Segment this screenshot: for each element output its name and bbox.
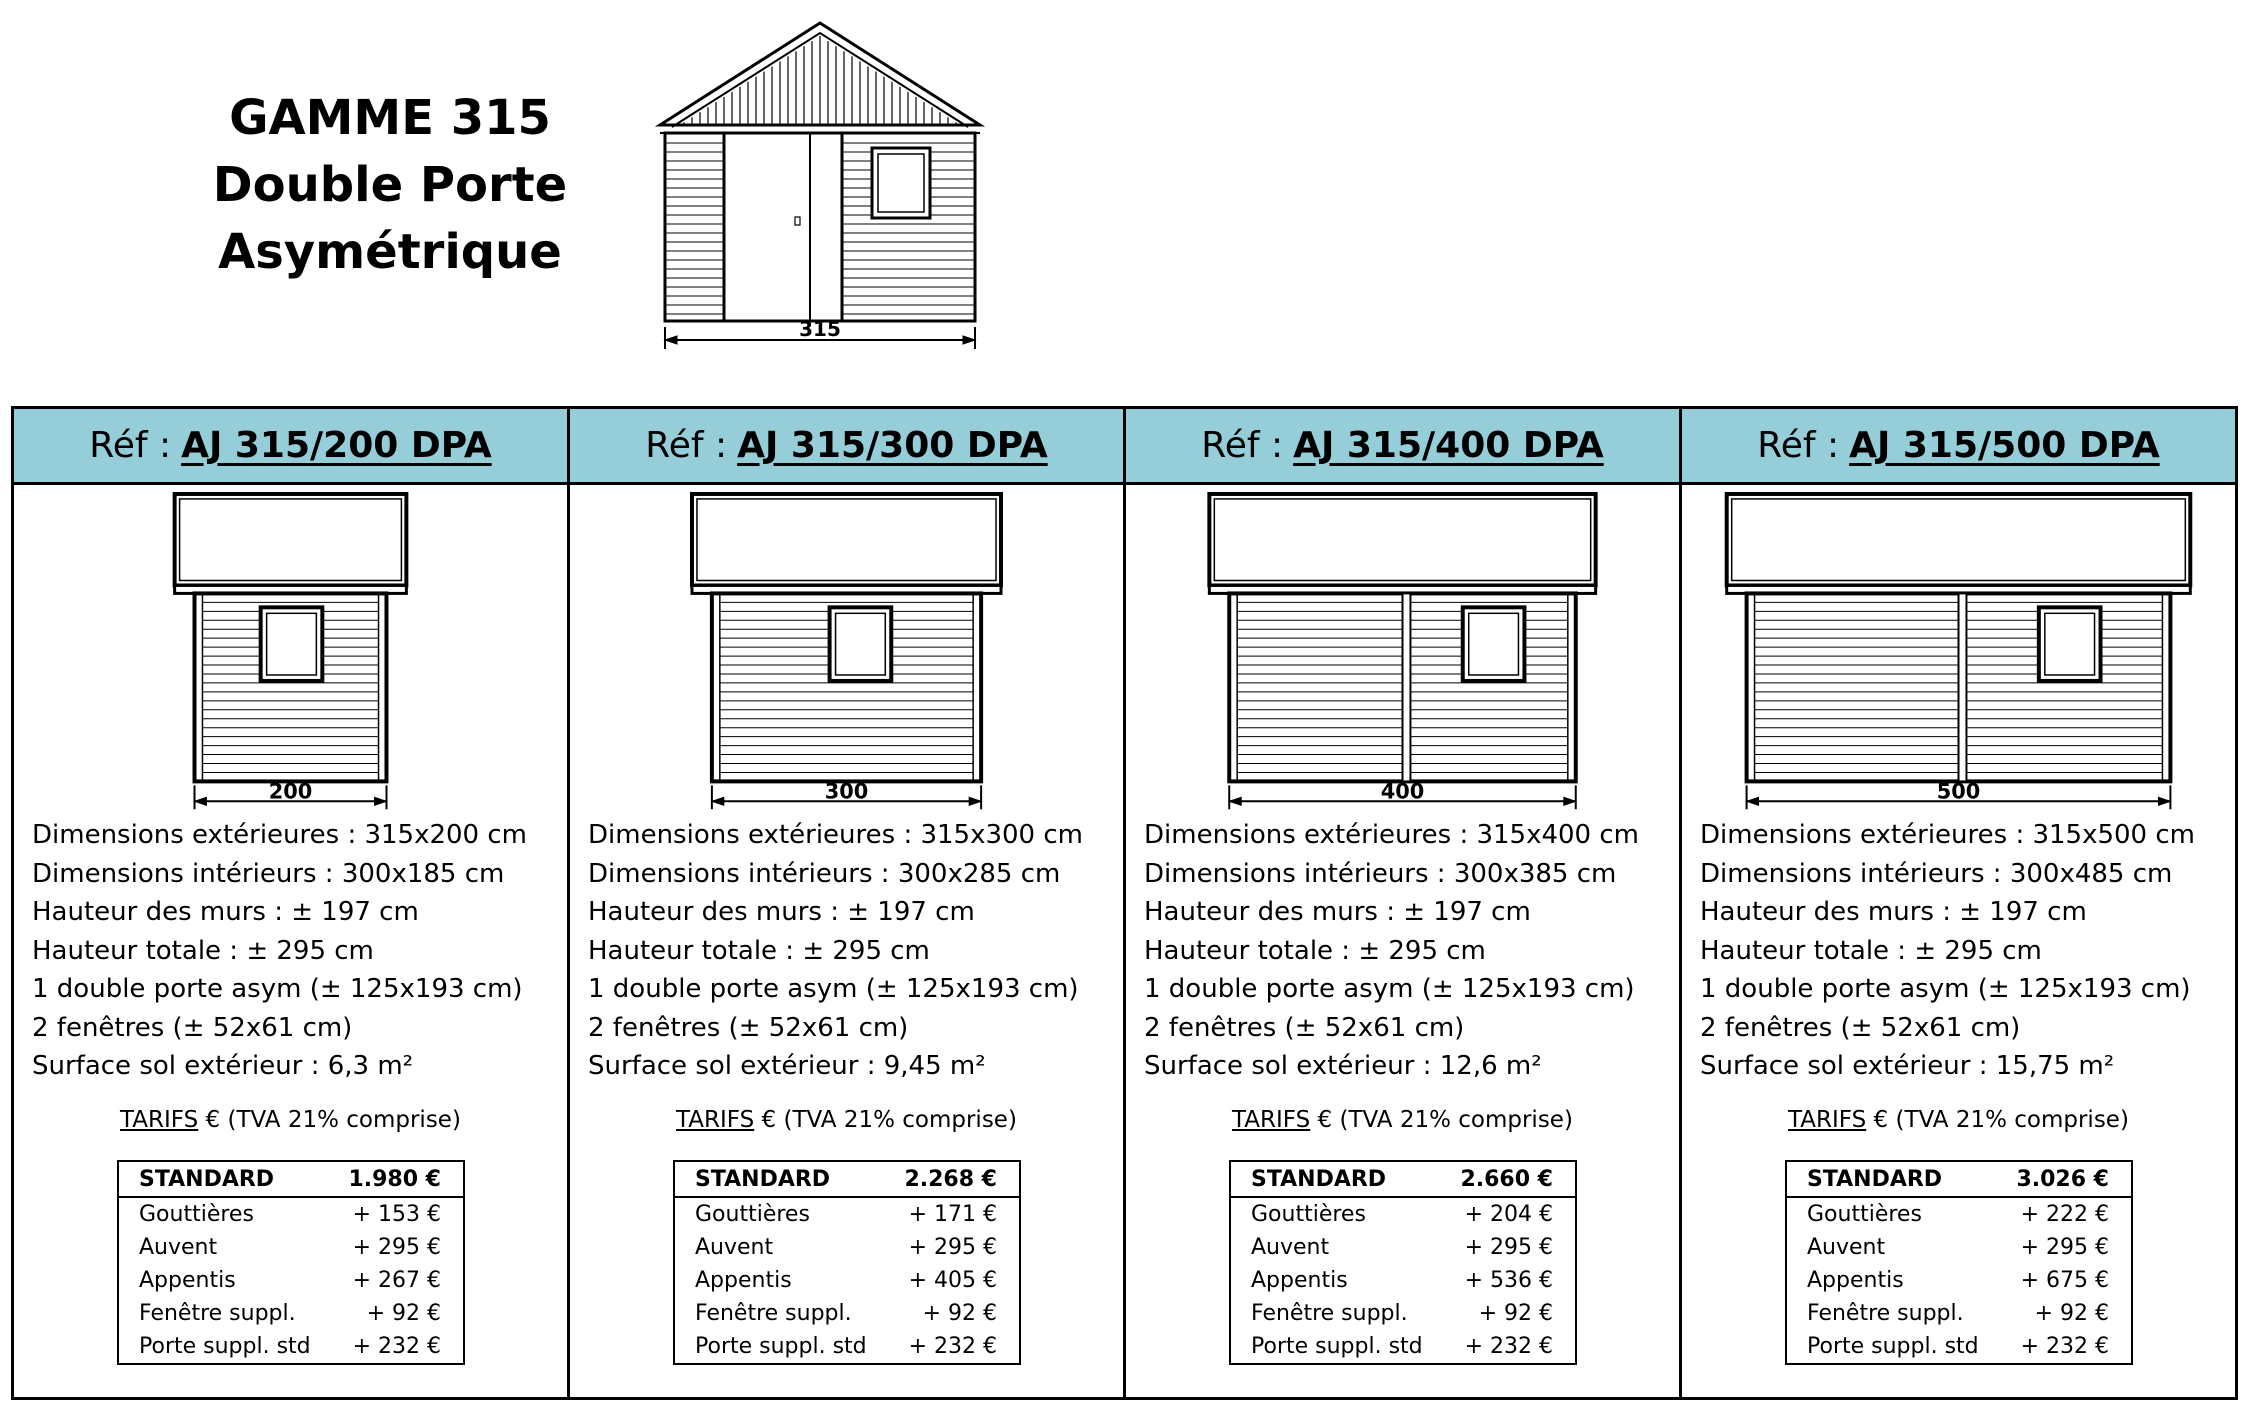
price-row-standard xyxy=(1786,1161,2132,1197)
price-row-option xyxy=(1230,1297,1576,1330)
ref-label: Réf : xyxy=(89,425,172,466)
price-row-option xyxy=(118,1231,464,1264)
price-row-option xyxy=(674,1197,1020,1231)
price-label: Fenêtre suppl. xyxy=(1807,1301,1964,1326)
spec-item: Dimensions intérieurs : 300x485 cm xyxy=(1700,858,2173,889)
spec-list xyxy=(1700,816,2195,1086)
ref-label: Réf : xyxy=(1201,425,1284,466)
tarifs-caption xyxy=(570,1107,1123,1133)
spec-item: Hauteur totale : ± 295 cm xyxy=(588,935,930,966)
price-row-option xyxy=(674,1231,1020,1264)
spec-item: Hauteur totale : ± 295 cm xyxy=(1144,935,1486,966)
price-value: + 536 € xyxy=(1464,1268,1553,1293)
price-row-option xyxy=(1786,1197,2132,1231)
spec-item: Dimensions intérieurs : 300x385 cm xyxy=(1144,858,1617,889)
ref-code: AJ 315/400 DPA xyxy=(1293,425,1604,466)
price-label: STANDARD xyxy=(1786,1161,2002,1197)
shed-outline xyxy=(1209,494,1595,809)
spec-item: 1 double porte asym (± 125x193 cm) xyxy=(588,974,1079,1004)
spec-item: Dimensions intérieurs : 300x185 cm xyxy=(32,858,505,889)
price-label: Gouttières xyxy=(695,1202,810,1227)
spec-item: Dimensions extérieures : 315x200 cm xyxy=(32,820,527,850)
price-value: + 295 € xyxy=(1464,1235,1553,1260)
price-value: + 295 € xyxy=(908,1235,997,1260)
tarifs-note: € (TVA 21% comprise) xyxy=(1310,1107,1573,1133)
tarifs-note: € (TVA 21% comprise) xyxy=(1866,1107,2129,1133)
price-row-option xyxy=(118,1297,464,1330)
price-value: + 232 € xyxy=(2020,1334,2109,1359)
price-label: Fenêtre suppl. xyxy=(695,1301,852,1326)
price-value: + 267 € xyxy=(352,1268,441,1293)
spec-item: 2 fenêtres (± 52x61 cm) xyxy=(1144,1012,1465,1043)
tarifs-title: TARIFS xyxy=(1232,1107,1311,1133)
spec-item: 1 double porte asym (± 125x193 cm) xyxy=(32,974,523,1004)
price-row-option xyxy=(1786,1231,2132,1264)
price-label: Appentis xyxy=(1251,1268,1348,1293)
spec-item: Hauteur des murs : ± 197 cm xyxy=(1144,897,1531,927)
spec-item: Hauteur des murs : ± 197 cm xyxy=(32,897,419,927)
spec-item: Surface sol extérieur : 15,75 m² xyxy=(1700,1051,2115,1081)
product-column xyxy=(1126,409,1682,1397)
product-column xyxy=(14,409,570,1397)
width-dimension-label: 400 xyxy=(1380,779,1425,804)
price-label: Gouttières xyxy=(1807,1202,1922,1227)
width-dimension-label: 500 xyxy=(1936,779,1981,804)
spec-item: Surface sol extérieur : 9,45 m² xyxy=(588,1051,986,1081)
reference-header xyxy=(1682,409,2235,485)
price-label: Appentis xyxy=(139,1268,236,1293)
reference-header xyxy=(1126,409,1679,485)
price-row-standard xyxy=(118,1161,464,1197)
price-row-option xyxy=(674,1264,1020,1297)
price-row-option xyxy=(118,1330,464,1364)
price-value: + 675 € xyxy=(2020,1268,2109,1293)
price-row-option xyxy=(1230,1264,1576,1297)
shed-outline xyxy=(1727,494,2191,809)
price-label: Auvent xyxy=(1807,1235,1886,1260)
price-label: Porte suppl. std xyxy=(695,1334,867,1359)
price-value: + 232 € xyxy=(908,1334,997,1359)
price-label: Auvent xyxy=(139,1235,218,1260)
spec-item: Hauteur des murs : ± 197 cm xyxy=(588,897,975,927)
price-value: + 232 € xyxy=(352,1334,441,1359)
tarifs-caption xyxy=(14,1107,567,1133)
front-dimension-label: 315 xyxy=(799,317,841,341)
price-label: Appentis xyxy=(695,1268,792,1293)
title-line-2: Double Porte xyxy=(212,157,568,213)
reference-header xyxy=(570,409,1123,485)
price-value: + 295 € xyxy=(2020,1235,2109,1260)
front-elevation-drawing xyxy=(650,15,990,355)
spec-item: Surface sol extérieur : 12,6 m² xyxy=(1144,1051,1542,1081)
width-dimension-label: 300 xyxy=(824,779,869,804)
price-value: + 92 € xyxy=(366,1301,441,1326)
price-row-option xyxy=(1786,1297,2132,1330)
tarifs-title: TARIFS xyxy=(1788,1107,1867,1133)
spec-item: 2 fenêtres (± 52x61 cm) xyxy=(588,1012,909,1043)
width-dimension-label: 200 xyxy=(268,779,313,804)
tarifs-caption xyxy=(1682,1107,2235,1133)
price-value: + 92 € xyxy=(1478,1301,1553,1326)
spec-item: Dimensions extérieures : 315x300 cm xyxy=(588,820,1083,850)
spec-item: 2 fenêtres (± 52x61 cm) xyxy=(32,1012,353,1043)
ref-code: AJ 315/300 DPA xyxy=(737,425,1048,466)
spec-item: Hauteur totale : ± 295 cm xyxy=(32,935,374,966)
shed-outline xyxy=(692,494,1001,809)
price-row-option xyxy=(1230,1197,1576,1231)
price-label: Porte suppl. std xyxy=(139,1334,311,1359)
price-value: 2.268 € xyxy=(890,1161,1020,1197)
spec-list xyxy=(588,816,1083,1086)
price-row-option xyxy=(674,1297,1020,1330)
spec-item: 2 fenêtres (± 52x61 cm) xyxy=(1700,1012,2021,1043)
tarifs-caption xyxy=(1126,1107,1679,1133)
shed-outline xyxy=(175,494,407,809)
price-value: + 232 € xyxy=(1464,1334,1553,1359)
price-value: 3.026 € xyxy=(2002,1161,2132,1197)
tarifs-note: € (TVA 21% comprise) xyxy=(198,1107,461,1133)
price-row-standard xyxy=(1230,1161,1576,1197)
price-row-option xyxy=(1230,1231,1576,1264)
price-label: Gouttières xyxy=(1251,1202,1366,1227)
price-label: Fenêtre suppl. xyxy=(139,1301,296,1326)
price-row-option xyxy=(118,1264,464,1297)
price-label: STANDARD xyxy=(674,1161,890,1197)
price-label: Porte suppl. std xyxy=(1807,1334,1979,1359)
price-row-option xyxy=(118,1197,464,1231)
spec-item: 1 double porte asym (± 125x193 cm) xyxy=(1700,974,2191,1004)
price-label: Porte suppl. std xyxy=(1251,1334,1423,1359)
ref-code: AJ 315/500 DPA xyxy=(1849,425,2160,466)
price-row-option xyxy=(1786,1330,2132,1364)
price-label: Gouttières xyxy=(139,1202,254,1227)
price-row-option xyxy=(674,1330,1020,1364)
spec-list xyxy=(32,816,527,1086)
product-column xyxy=(570,409,1126,1397)
spec-item: Dimensions extérieures : 315x500 cm xyxy=(1700,820,2195,850)
price-value: 2.660 € xyxy=(1446,1161,1576,1197)
price-row-option xyxy=(1230,1330,1576,1364)
price-value: + 405 € xyxy=(908,1268,997,1293)
ref-label: Réf : xyxy=(645,425,728,466)
title-line-3: Asymétrique xyxy=(218,224,562,280)
reference-header xyxy=(14,409,567,485)
ref-label: Réf : xyxy=(1757,425,1840,466)
price-value: + 92 € xyxy=(922,1301,997,1326)
price-table xyxy=(673,1160,1021,1365)
price-label: Auvent xyxy=(695,1235,774,1260)
spec-item: Dimensions extérieures : 315x400 cm xyxy=(1144,820,1639,850)
range-title xyxy=(190,85,590,286)
price-label: STANDARD xyxy=(118,1161,334,1197)
spec-item: Dimensions intérieurs : 300x285 cm xyxy=(588,858,1061,889)
price-table xyxy=(117,1160,465,1365)
price-row-option xyxy=(1786,1264,2132,1297)
price-label: Appentis xyxy=(1807,1268,1904,1293)
spec-list xyxy=(1144,816,1639,1086)
price-table xyxy=(1785,1160,2133,1365)
price-value: + 92 € xyxy=(2034,1301,2109,1326)
tarifs-title: TARIFS xyxy=(676,1107,755,1133)
spec-item: Surface sol extérieur : 6,3 m² xyxy=(32,1051,414,1081)
price-value: 1.980 € xyxy=(334,1161,464,1197)
spec-item: 1 double porte asym (± 125x193 cm) xyxy=(1144,974,1635,1004)
price-row-standard xyxy=(674,1161,1020,1197)
product-column xyxy=(1682,409,2235,1397)
ref-code: AJ 315/200 DPA xyxy=(181,425,492,466)
title-line-1: GAMME 315 xyxy=(229,90,551,146)
price-value: + 153 € xyxy=(352,1202,441,1227)
spec-item: Hauteur des murs : ± 197 cm xyxy=(1700,897,2087,927)
price-value: + 222 € xyxy=(2020,1202,2109,1227)
price-label: Fenêtre suppl. xyxy=(1251,1301,1408,1326)
spec-item: Hauteur totale : ± 295 cm xyxy=(1700,935,2042,966)
price-label: Auvent xyxy=(1251,1235,1330,1260)
product-grid xyxy=(11,406,2238,1400)
price-table xyxy=(1229,1160,1577,1365)
price-label: STANDARD xyxy=(1230,1161,1446,1197)
tarifs-note: € (TVA 21% comprise) xyxy=(754,1107,1017,1133)
tarifs-title: TARIFS xyxy=(120,1107,199,1133)
price-value: + 204 € xyxy=(1464,1202,1553,1227)
price-value: + 295 € xyxy=(352,1235,441,1260)
price-value: + 171 € xyxy=(908,1202,997,1227)
